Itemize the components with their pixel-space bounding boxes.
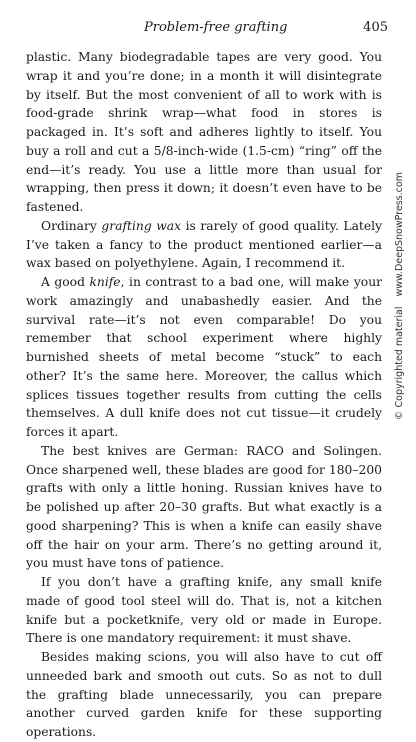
paragraph-text: Ordinary: [41, 218, 102, 233]
paragraph-text: A good: [41, 275, 90, 289]
paragraph: [26, 217, 382, 273]
paragraph: [26, 48, 382, 217]
publisher-website: www.DeepSnowPress.com: [394, 172, 405, 297]
page-header: [26, 20, 398, 38]
paragraph-text: The best knives are German: RACO and Solingen. Once sharpened well, these blades are good for 180–200 grafts with only a little honing. Russian knives have to be polished up after 20–30 grafts. But what exactly is a good sharpening? This is when a knife can easily shave off the hair on your arm. There’s no getting around it, you must have tons of patience.: [26, 443, 382, 571]
running-head: Problem-free grafting: [144, 20, 288, 35]
page-number: 405: [363, 20, 388, 35]
emphasized-term: knife: [89, 275, 121, 289]
paragraph-text: plastic. Many biodegradable tapes are very good. You wrap it and you’re done; in a month it will disintegrate by itself. But the most convenient of all to work with is food-grade shrink wrap—what food in stores is packaged in. It’s soft and adheres lightly to itself. You buy a roll and cut a 5/8-inch-wide (1.5-cm) “ring” off the end—it’s ready. You use a little more than usual for wrapping, then press it down; it doesn’t even have to be fastened.: [26, 50, 382, 214]
paragraph-text: Besides making scions, you will also have to cut off unneeded bark and smooth out cuts. So as not to dull the grafting blade unnecessarily, you can prepare another curved garden knife for these supporting operations.: [26, 650, 382, 739]
copyright-text: © Copyrighted material: [394, 306, 405, 420]
paragraph: [26, 573, 382, 648]
paragraph: [26, 442, 382, 573]
paragraph-text: is rarely of good quality. Lately I’ve taken a fancy to the product mentioned earlier—a wax based on polyethylene. Again, I recommend it.: [26, 218, 383, 271]
copyright-notice: [394, 172, 405, 420]
paragraph: [26, 273, 382, 442]
body-text: [26, 48, 382, 742]
emphasized-term: grafting wax: [101, 218, 182, 233]
paragraph-text: , in contrast to a bad one, will make your work amazingly and unabashedly easier. And the survival rate—it’s not even comparable! Do you remember that school experiment where highly burnished sheets of metal become “stuck” to each other? It’s the same here. Moreover, the callus which splices tissues together results from cutting the cells themselves. A dull knife does not cut tissue—it crudely forces it apart.: [26, 275, 382, 439]
paragraph-text: If you don’t have a grafting knife, any small knife made of good tool steel will do. That is, not a kitchen knife but a pocketknife, very old or made in Europe. There is one mandatory requirement: it must shave.: [26, 575, 382, 646]
paragraph: [26, 648, 382, 742]
